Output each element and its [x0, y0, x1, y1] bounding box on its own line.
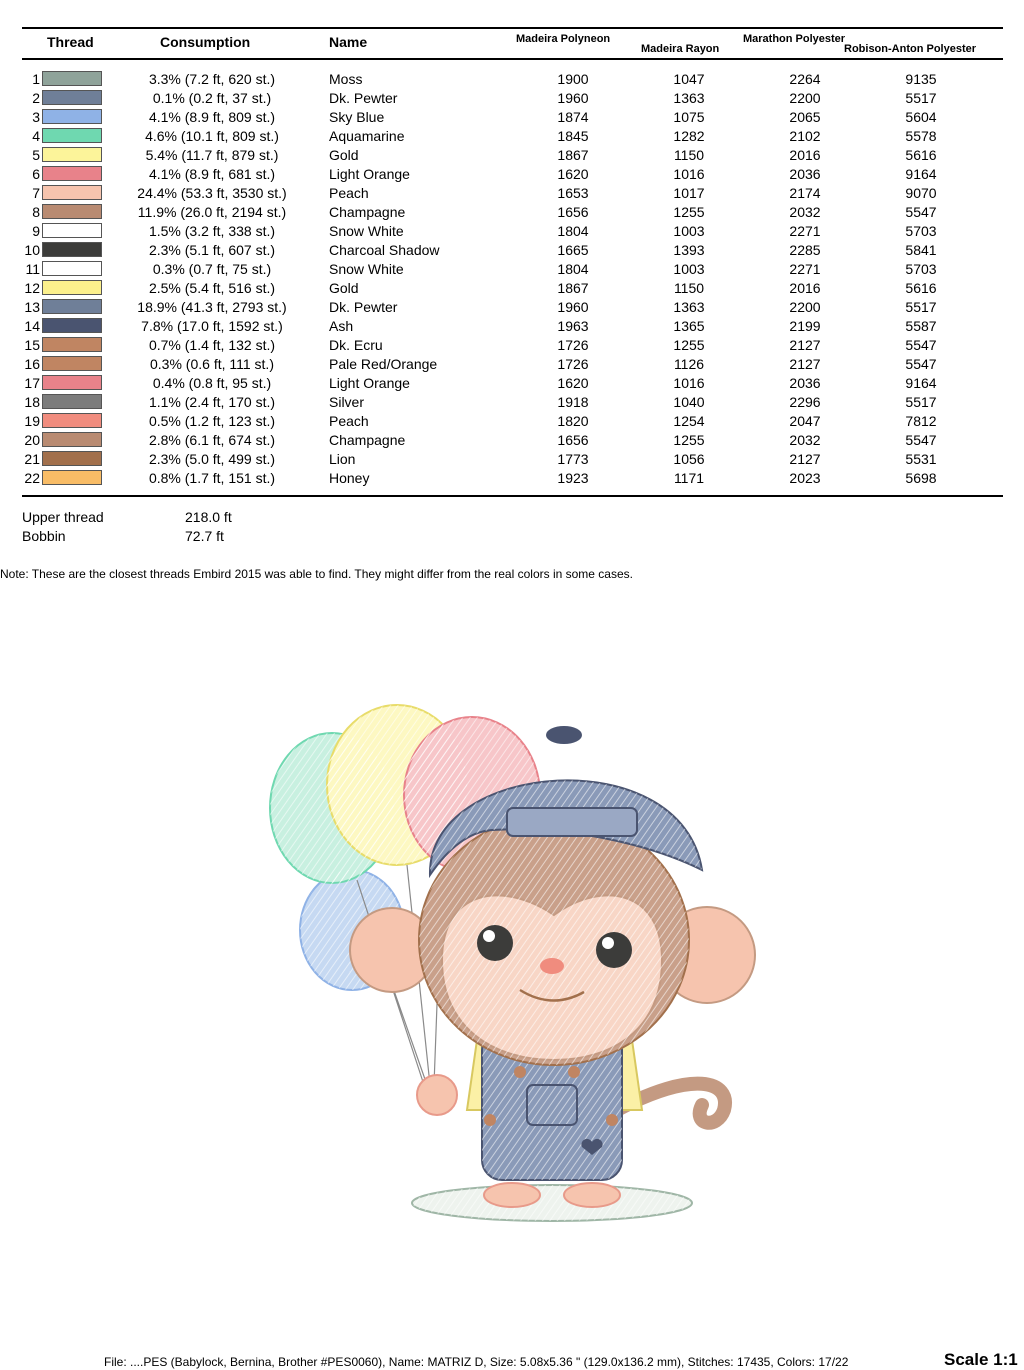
robison-anton-polyester-code: 5841 [905, 242, 937, 258]
table-row [0, 203, 1024, 222]
table-row [0, 165, 1024, 184]
thread-number: 16 [24, 356, 40, 372]
thread-number: 10 [24, 242, 40, 258]
marathon-polyester-code: 2016 [789, 147, 821, 163]
madeira-polyneon-code: 1773 [557, 451, 589, 467]
robison-anton-polyester-code: 9070 [905, 185, 937, 201]
thread-number: 15 [24, 337, 40, 353]
madeira-rayon-code: 1056 [673, 451, 705, 467]
header-name: Name [329, 34, 368, 50]
header-madeira-rayon: Madeira Rayon [641, 43, 720, 55]
table-row [0, 450, 1024, 469]
madeira-rayon-code: 1017 [673, 185, 705, 201]
thread-name: Peach [329, 185, 369, 201]
color-swatch [42, 147, 102, 162]
marathon-polyester-code: 2296 [789, 394, 821, 410]
thread-consumption: 0.5% (1.2 ft, 123 st.) [148, 413, 276, 429]
thread-consumption: 0.3% (0.7 ft, 75 st.) [152, 261, 272, 277]
madeira-polyneon-code: 1867 [557, 280, 589, 296]
color-swatch [42, 90, 102, 105]
thread-name: Honey [329, 470, 370, 486]
madeira-rayon-code: 1075 [673, 109, 705, 125]
color-swatch [42, 261, 102, 276]
ground-shadow [412, 1185, 692, 1221]
marathon-polyester-code: 2032 [789, 204, 821, 220]
color-swatch [42, 166, 102, 181]
robison-anton-polyester-code: 5547 [905, 337, 937, 353]
color-swatch [42, 242, 102, 257]
color-swatch [42, 451, 102, 466]
color-swatch [42, 128, 102, 143]
header-madeira-polyneon: Madeira Polyneon [516, 33, 611, 45]
madeira-polyneon-code: 1960 [557, 299, 589, 315]
thread-consumption: 18.9% (41.3 ft, 2793 st.) [137, 299, 287, 315]
color-swatch [42, 375, 102, 390]
thread-name: Dk. Pewter [329, 299, 398, 315]
marathon-polyester-code: 2047 [789, 413, 821, 429]
thread-name: Sky Blue [329, 109, 385, 125]
thread-number: 18 [24, 394, 40, 410]
color-swatch [42, 204, 102, 219]
marathon-polyester-code: 2127 [789, 337, 821, 353]
table-row [0, 355, 1024, 374]
madeira-polyneon-code: 1923 [557, 470, 589, 486]
robison-anton-polyester-code: 5604 [905, 109, 937, 125]
thread-number: 22 [24, 470, 40, 486]
thread-number: 21 [24, 451, 40, 467]
marathon-polyester-code: 2016 [789, 280, 821, 296]
header-consumption: Consumption [160, 34, 251, 50]
madeira-polyneon-code: 1963 [557, 318, 589, 334]
thread-consumption: 3.3% (7.2 ft, 620 st.) [148, 71, 276, 87]
color-swatch [42, 223, 102, 238]
robison-anton-polyester-code: 5547 [905, 432, 937, 448]
madeira-polyneon-code: 1804 [557, 261, 589, 277]
madeira-polyneon-code: 1656 [557, 432, 589, 448]
table-row [0, 260, 1024, 279]
marathon-polyester-code: 2174 [789, 185, 821, 201]
madeira-polyneon-code: 1726 [557, 337, 589, 353]
thread-consumption: 4.1% (8.9 ft, 681 st.) [148, 166, 276, 182]
table-row [0, 298, 1024, 317]
madeira-rayon-code: 1003 [673, 261, 705, 277]
upper-thread-value: 218.0 ft [185, 509, 232, 525]
thread-name: Dk. Pewter [329, 90, 398, 106]
madeira-rayon-code: 1255 [673, 432, 705, 448]
thread-name: Pale Red/Orange [329, 356, 438, 372]
madeira-rayon-code: 1150 [673, 280, 705, 296]
madeira-polyneon-code: 1845 [557, 128, 589, 144]
marathon-polyester-code: 2264 [789, 71, 821, 87]
madeira-polyneon-code: 1960 [557, 90, 589, 106]
madeira-polyneon-code: 1620 [557, 166, 589, 182]
madeira-polyneon-code: 1900 [557, 71, 589, 87]
madeira-rayon-code: 1255 [673, 204, 705, 220]
robison-anton-polyester-code: 5698 [905, 470, 937, 486]
madeira-polyneon-code: 1620 [557, 375, 589, 391]
marathon-polyester-code: 2271 [789, 261, 821, 277]
thread-number: 4 [32, 128, 40, 144]
thread-consumption: 2.3% (5.0 ft, 499 st.) [148, 451, 276, 467]
madeira-polyneon-code: 1820 [557, 413, 589, 429]
marathon-polyester-code: 2200 [789, 299, 821, 315]
thread-number: 20 [24, 432, 40, 448]
marathon-polyester-code: 2127 [789, 356, 821, 372]
robison-anton-polyester-code: 9135 [905, 71, 937, 87]
madeira-rayon-code: 1171 [673, 470, 705, 486]
madeira-rayon-code: 1363 [673, 90, 705, 106]
thread-name: Moss [329, 71, 363, 87]
madeira-rayon-code: 1016 [673, 166, 705, 182]
robison-anton-polyester-code: 5616 [905, 280, 937, 296]
table-row [0, 108, 1024, 127]
thread-consumption: 0.4% (0.8 ft, 95 st.) [152, 375, 272, 391]
thread-name: Charcoal Shadow [329, 242, 440, 258]
thread-consumption: 2.5% (5.4 ft, 516 st.) [148, 280, 276, 296]
marathon-polyester-code: 2036 [789, 375, 821, 391]
thread-number: 1 [32, 71, 40, 87]
robison-anton-polyester-code: 5547 [905, 204, 937, 220]
thread-number: 12 [24, 280, 40, 296]
table-row [0, 89, 1024, 108]
marathon-polyester-code: 2285 [789, 242, 821, 258]
madeira-polyneon-code: 1726 [557, 356, 589, 372]
robison-anton-polyester-code: 5587 [905, 318, 937, 334]
robison-anton-polyester-code: 5547 [905, 356, 937, 372]
bobbin-value: 72.7 ft [185, 528, 224, 544]
marathon-polyester-code: 2023 [789, 470, 821, 486]
marathon-polyester-code: 2199 [789, 318, 821, 334]
table-header-rule [22, 58, 1003, 60]
thread-name: Snow White [329, 223, 404, 239]
thread-number: 11 [25, 261, 40, 277]
color-swatch [42, 356, 102, 371]
scale-label: Scale 1:1 [944, 1350, 1018, 1369]
madeira-rayon-code: 1365 [673, 318, 705, 334]
color-swatch [42, 185, 102, 200]
madeira-rayon-code: 1254 [673, 413, 705, 429]
madeira-polyneon-code: 1867 [557, 147, 589, 163]
thread-name: Ash [329, 318, 354, 334]
thread-name: Champagne [329, 432, 406, 448]
thread-name: Snow White [329, 261, 404, 277]
table-row [0, 431, 1024, 450]
thread-consumption: 5.4% (11.7 ft, 879 st.) [145, 147, 279, 163]
madeira-rayon-code: 1282 [673, 128, 705, 144]
thread-number: 2 [32, 90, 40, 106]
marathon-polyester-code: 2065 [789, 109, 821, 125]
marathon-polyester-code: 2200 [789, 90, 821, 106]
table-row [0, 374, 1024, 393]
thread-consumption: 0.8% (1.7 ft, 151 st.) [148, 470, 276, 486]
thread-number: 13 [24, 299, 40, 315]
thread-consumption: 4.6% (10.1 ft, 809 st.) [145, 128, 279, 144]
color-swatch [42, 337, 102, 352]
color-swatch [42, 109, 102, 124]
thread-number: 19 [24, 413, 40, 429]
color-swatch [42, 432, 102, 447]
robison-anton-polyester-code: 5517 [905, 394, 937, 410]
madeira-rayon-code: 1126 [673, 356, 705, 372]
table-row [0, 146, 1024, 165]
madeira-polyneon-code: 1665 [557, 242, 589, 258]
madeira-rayon-code: 1047 [673, 71, 705, 87]
table-row [0, 317, 1024, 336]
madeira-polyneon-code: 1653 [557, 185, 589, 201]
thread-consumption: 11.9% (26.0 ft, 2194 st.) [137, 204, 287, 220]
madeira-polyneon-code: 1874 [557, 109, 589, 125]
thread-consumption: 1.1% (2.4 ft, 170 st.) [148, 394, 276, 410]
color-swatch [42, 413, 102, 428]
color-swatch [42, 318, 102, 333]
color-swatch [42, 299, 102, 314]
madeira-rayon-code: 1040 [673, 394, 705, 410]
thread-consumption: 4.1% (8.9 ft, 809 st.) [148, 109, 276, 125]
madeira-polyneon-code: 1918 [557, 394, 589, 410]
thread-name: Gold [329, 280, 359, 296]
robison-anton-polyester-code: 5517 [905, 90, 937, 106]
robison-anton-polyester-code: 5578 [905, 128, 937, 144]
madeira-rayon-code: 1393 [673, 242, 705, 258]
robison-anton-polyester-code: 5531 [905, 451, 937, 467]
thread-number: 9 [32, 223, 40, 239]
thread-name: Peach [329, 413, 369, 429]
thread-consumption: 7.8% (17.0 ft, 1592 st.) [141, 318, 283, 334]
thread-consumption: 2.3% (5.1 ft, 607 st.) [148, 242, 276, 258]
marathon-polyester-code: 2271 [789, 223, 821, 239]
robison-anton-polyester-code: 9164 [905, 375, 937, 391]
upper-thread-label: Upper thread [22, 509, 104, 525]
thread-consumption: 24.4% (53.3 ft, 3530 st.) [137, 185, 287, 201]
thread-name: Light Orange [329, 375, 410, 391]
thread-number: 14 [24, 318, 40, 334]
thread-name: Champagne [329, 204, 406, 220]
table-row [0, 393, 1024, 412]
color-swatch [42, 280, 102, 295]
table-top-rule [22, 27, 1003, 29]
thread-consumption: 2.8% (6.1 ft, 674 st.) [148, 432, 276, 448]
thread-name: Dk. Ecru [329, 337, 383, 353]
thread-number: 6 [32, 166, 40, 182]
robison-anton-polyester-code: 5703 [905, 223, 937, 239]
thread-consumption: 0.3% (0.6 ft, 111 st.) [150, 356, 274, 372]
table-bottom-rule [22, 495, 1003, 497]
table-row [0, 469, 1024, 488]
file-info: File: ....PES (Babylock, Bernina, Brother #PES0060), Name: MATRIZ D, Size: 5.08x5.36 " (129.0x136.2 mm), Stitches: 17435, Colors: 17/22 [104, 1355, 849, 1369]
table-row [0, 279, 1024, 298]
header-marathon-polyester: Marathon Polyester [743, 33, 846, 45]
robison-anton-polyester-code: 5703 [905, 261, 937, 277]
thread-number: 5 [32, 147, 40, 163]
robison-anton-polyester-code: 9164 [905, 166, 937, 182]
table-row [0, 336, 1024, 355]
thread-number: 8 [32, 204, 40, 220]
bobbin-label: Bobbin [22, 528, 66, 544]
marathon-polyester-code: 2032 [789, 432, 821, 448]
robison-anton-polyester-code: 5517 [905, 299, 937, 315]
marathon-polyester-code: 2127 [789, 451, 821, 467]
marathon-polyester-code: 2102 [789, 128, 821, 144]
table-row [0, 127, 1024, 146]
thread-name: Silver [329, 394, 365, 410]
thread-name: Light Orange [329, 166, 410, 182]
color-swatch [42, 71, 102, 86]
thread-name: Gold [329, 147, 359, 163]
table-row [0, 222, 1024, 241]
table-row [0, 70, 1024, 89]
madeira-rayon-code: 1255 [673, 337, 705, 353]
thread-name: Aquamarine [329, 128, 405, 144]
thread-number: 17 [24, 375, 40, 391]
header-robison-anton-polyester: Robison-Anton Polyester [844, 43, 977, 55]
madeira-rayon-code: 1016 [673, 375, 705, 391]
thread-number: 7 [32, 185, 40, 201]
embroidery-design-preview [262, 700, 762, 1230]
table-row [0, 184, 1024, 203]
thread-consumption: 0.1% (0.2 ft, 37 st.) [152, 90, 272, 106]
madeira-polyneon-code: 1804 [557, 223, 589, 239]
thread-name: Lion [329, 451, 356, 467]
madeira-polyneon-code: 1656 [557, 204, 589, 220]
thread-matching-note: Note: These are the closest threads Embird 2015 was able to find. They might differ from the real colors in some cases. [0, 567, 633, 581]
header-thread: Thread [47, 34, 94, 50]
thread-consumption: 1.5% (3.2 ft, 338 st.) [148, 223, 276, 239]
robison-anton-polyester-code: 5616 [905, 147, 937, 163]
table-row [0, 241, 1024, 260]
madeira-rayon-code: 1363 [673, 299, 705, 315]
thread-number: 3 [32, 109, 40, 125]
color-swatch [42, 394, 102, 409]
madeira-rayon-code: 1003 [673, 223, 705, 239]
marathon-polyester-code: 2036 [789, 166, 821, 182]
thread-consumption: 0.7% (1.4 ft, 132 st.) [148, 337, 276, 353]
color-swatch [42, 470, 102, 485]
robison-anton-polyester-code: 7812 [905, 413, 937, 429]
madeira-rayon-code: 1150 [673, 147, 705, 163]
table-row [0, 412, 1024, 431]
